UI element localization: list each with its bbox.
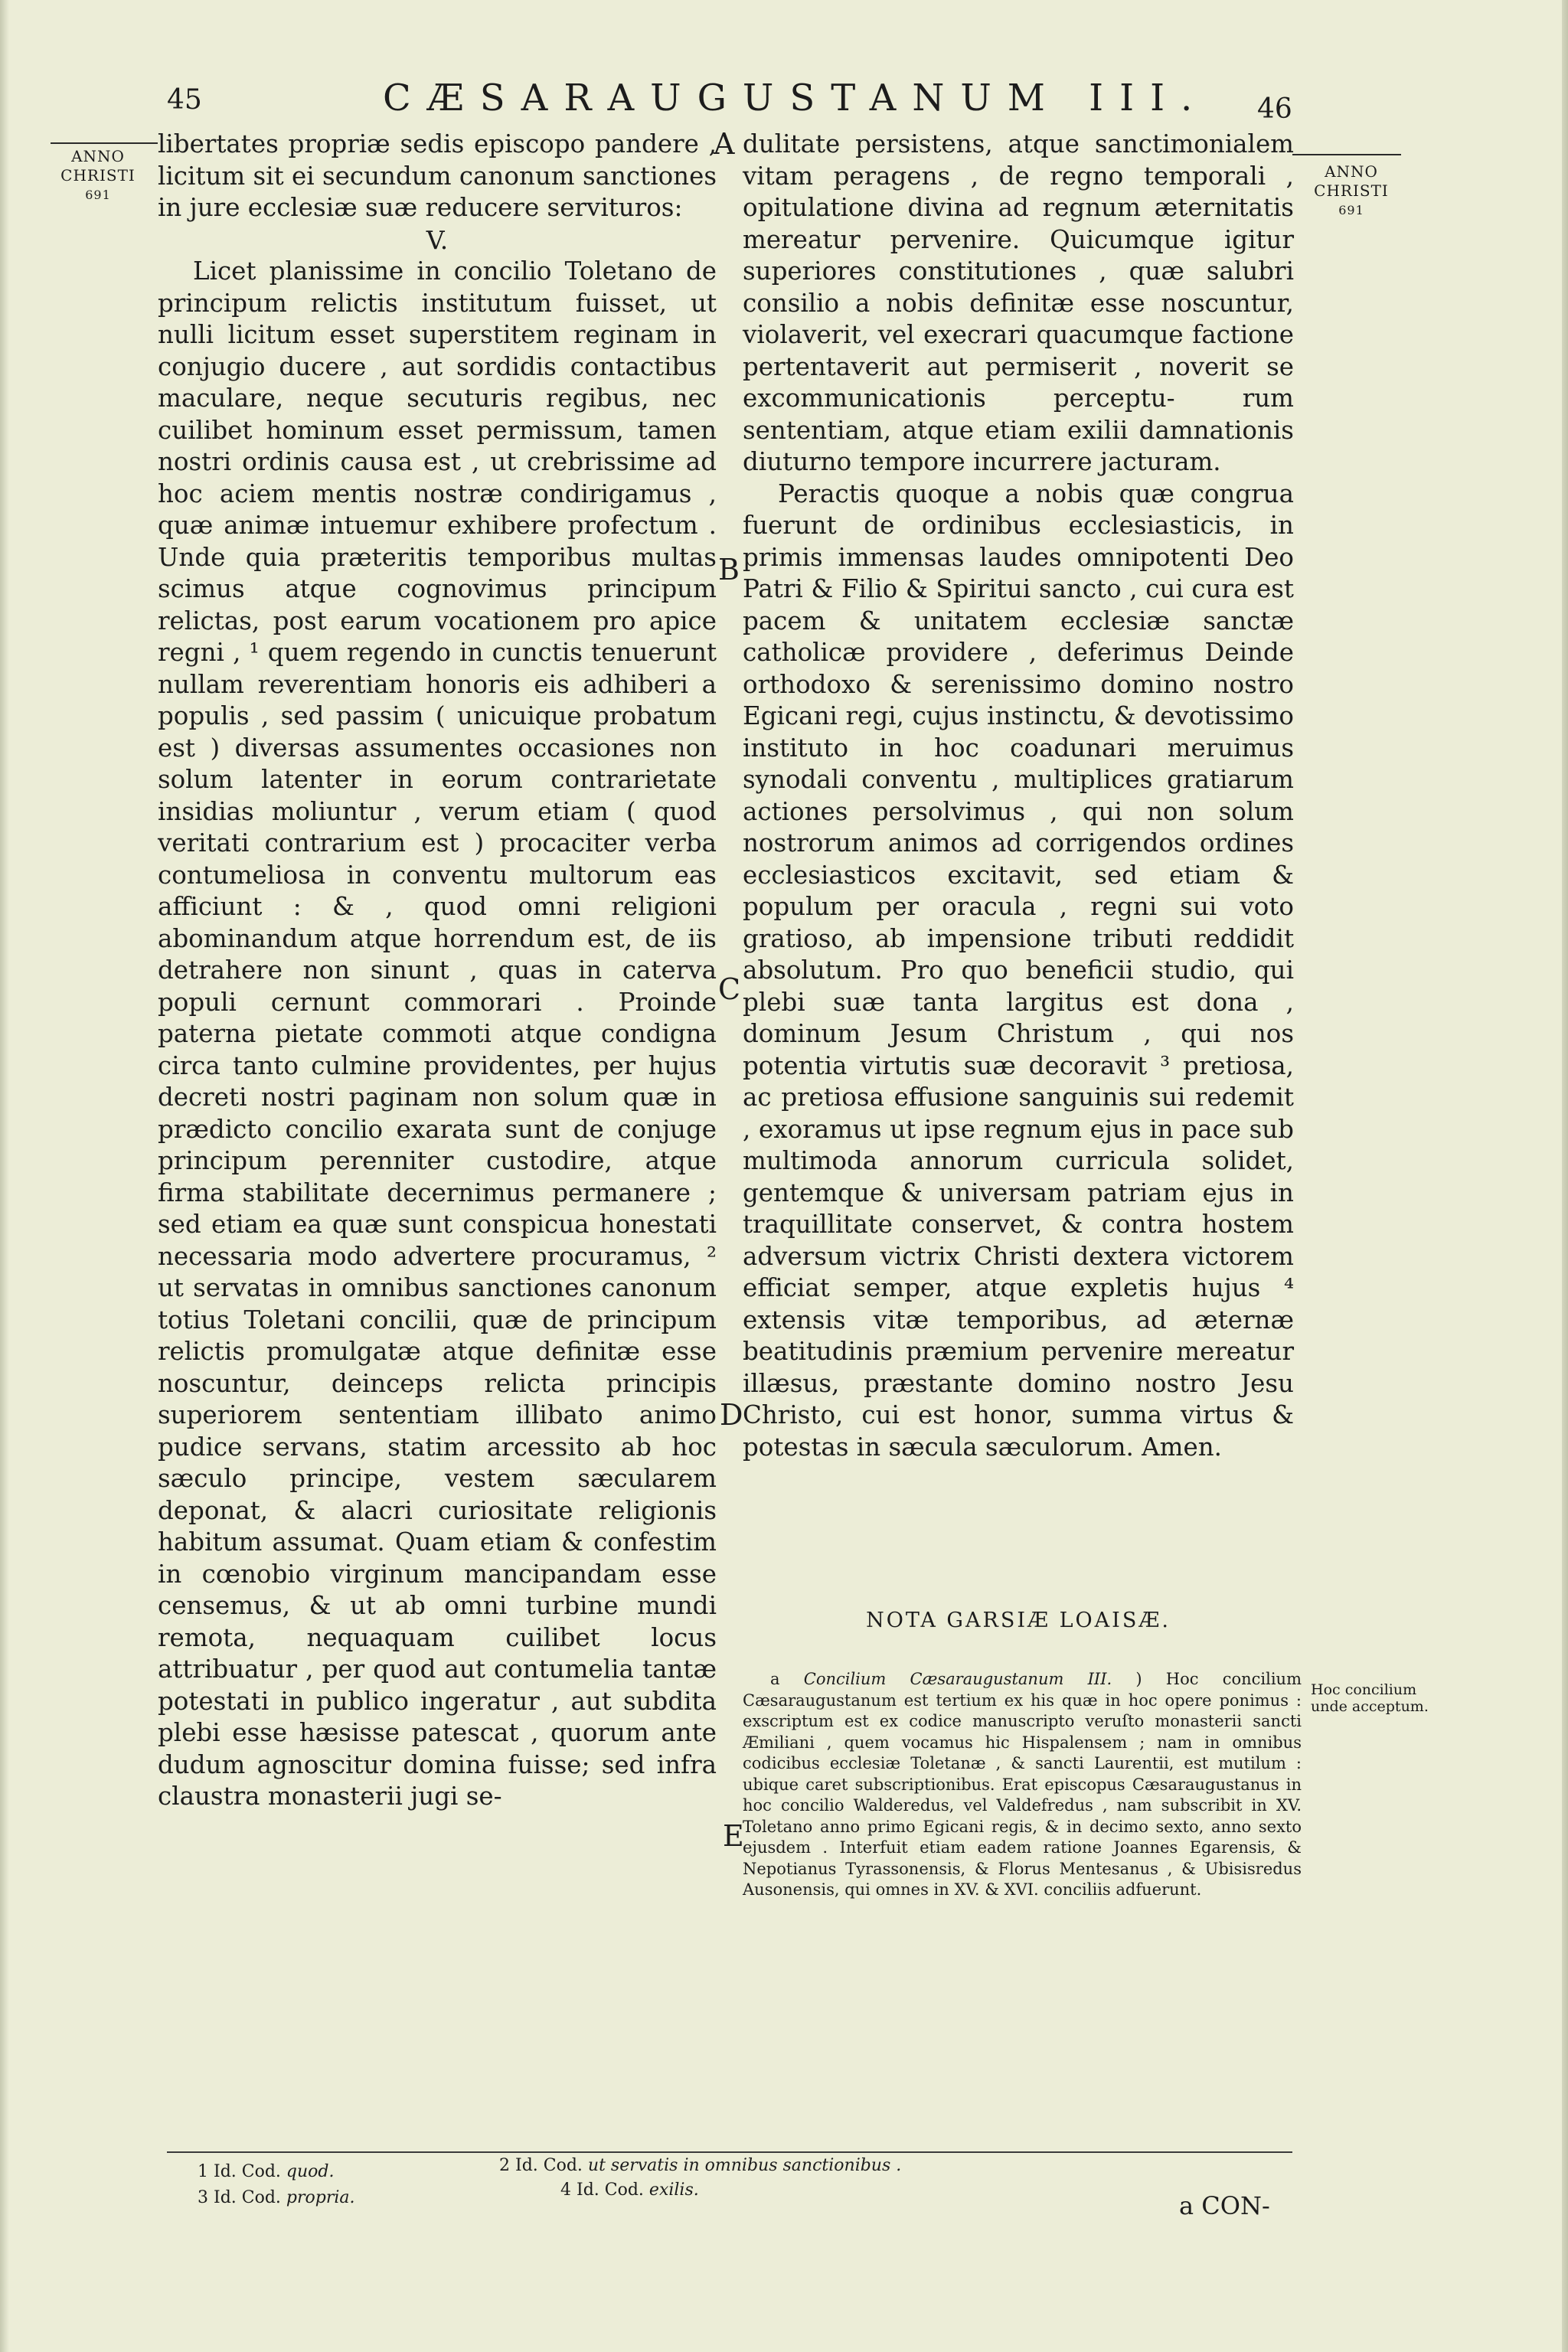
footnote-3 (198, 2188, 355, 2207)
left-anno-christi (44, 147, 152, 204)
running-title: CÆSARAUGUSTANUM III. (383, 77, 1209, 119)
right-paragraph-one: dulitate persistens, atque sanctimonialem vitam peragens , de regno temporali , opitulatione divina ad regnum æternitatis mereatur pervenire. Quicumque igitur superiores constitutiones , quæ salubri consilio a nobis definitæ esse noscuntur, violaverit, vel execrari quacumque factione pertentaverit aut permiserit , noverit se excommunicationis perceptu- rum sententiam, atque etiam exilii damnationis diuturno tempore incurrere jacturam. (743, 129, 1294, 476)
footnote-2 (499, 2156, 901, 2175)
footnote-rule (167, 2151, 1292, 2153)
right-margin-rule (1292, 154, 1401, 155)
right-column (743, 129, 1294, 1463)
footnote-1-source: Id. Cod. (214, 2162, 281, 2181)
footnote-4-source: Id. Cod. (577, 2180, 644, 2200)
footnote-1-variant: quod. (286, 2162, 335, 2181)
footnote-4-variant: exilis. (648, 2180, 699, 2200)
footnote-2-number: 2 (499, 2156, 510, 2175)
section-marker-a: A (714, 127, 735, 161)
left-column (158, 129, 717, 1813)
left-anno-label: ANNO (71, 147, 125, 165)
nota-heading: NOTA GARSIÆ LOAISÆ. (866, 1609, 1171, 1632)
catchword: a CON- (1179, 2191, 1270, 2220)
nota-lead-title: Concilium Cæsaraugustanum III. (803, 1670, 1112, 1688)
footnote-4 (560, 2180, 699, 2200)
section-marker-b: B (718, 553, 740, 586)
right-year-label: 691 (1338, 203, 1364, 217)
nota-body (743, 1669, 1302, 1901)
section-heading-v: V. (426, 224, 449, 255)
page-gutter-shadow (0, 0, 9, 2352)
page-number-left: 45 (167, 84, 202, 116)
left-margin-rule (51, 142, 158, 144)
page-edge-shadow (1562, 0, 1568, 2352)
footnote-2-variant: ut servatis in omnibus sanctionibus . (587, 2156, 902, 2175)
footnote-3-source: Id. Cod. (214, 2188, 281, 2207)
running-head (0, 77, 1568, 130)
footnote-2-source: Id. Cod. (515, 2156, 583, 2175)
section-marker-d: D (720, 1398, 743, 1432)
left-opening-paragraph: libertates propriæ sedis episcopo pandere , licitum sit ei secundum canonum sanctiones in jure ecclesiæ suæ reducere servituros: (158, 129, 717, 222)
footnote-3-number: 3 (198, 2188, 208, 2207)
margin-side-note: Hoc concilium unde acceptum. (1311, 1681, 1429, 1715)
section-marker-c: C (718, 972, 741, 1006)
right-paragraph-two: Peractis quoque a nobis quæ congrua fuerunt de ordinibus ecclesiasticis, in primis immensas laudes omnipotenti Deo Patri & Filio & Spiritui sancto , cui cura est pacem & unitatem ecclesiæ sanctæ catholicæ providere , deferimus Deinde orthodoxo & serenissimo domino nostro Egicani regi, cujus instinctu, & devotissimo instituto in hoc coadunari meruimus synodali conventu , multiplices gratiarum actiones persolvimus , qui non solum nostrorum animos ad corrigendos ordines ecclesiasticos excitavit, sed etiam & populum per oracula , regni sui voto gratioso, ab impensione tributi reddidit absolutum. Pro quo beneficii studio, qui plebi suæ tanta largitus est dona , dominum Jesum Christum , qui nos potentia virtutis suæ decoravit ³ pretiosa, ac pretiosa effusione sanguinis sui redemit , exoramus ut ipse regnum ejus in pace sub multimoda annorum curricula solidet, gentemque & universam patriam ejus in traquillitate conservet, & contra hostem adversum victrix Christi dextera victorem efficiat semper, atque expletis hujus ⁴ extensis vitæ temporibus, ad æternæ beatitudinis præmium pervenire mereatur illæsus, præstante domino nostro Jesu Christo, cui est honor, summa virtus & potestas in sæcula sæculorum. Amen. (743, 479, 1294, 1462)
footnote-1 (198, 2162, 335, 2181)
chapter-v-text: Licet planissime in concilio Toletano de principum relictis institutum fuisset, ut nulli licitum esset superstitem reginam in conjugio ducere , aut sordidis contactibus maculare, neque secuturis regibus, nec cuilibet hominum esset permissum, tamen nostri ordinis causa est , ut crebrissime ad hoc aciem mentis nostræ condirigamus , quæ animæ intuemur exhibere profectum . Unde quia præteritis temporibus multas scimus atque cognovimus principum relictas, post earum vocationem pro apice regni , ¹ quem regendo in cunctis tenuerunt nullam reverentiam honoris eis adhiberi a populis , sed passim ( unicuique probatum est ) diversas assumentes occasiones non solum latenter in eorum contrarietate insidias moliuntur , verum etiam ( quod veritati contrarium est ) procaciter verba contumeliosa in conventu multorum eas afficiunt : & , quod omni religioni abominandum atque horrendum est, de iis detrahere non sinunt , quas in caterva populi cernunt commorari . Proinde paterna pietate commoti atque condigna circa tanto culmine providentes, per hujus decreti nostri paginam non solum quæ in prædicto concilio exarata sunt de conjuge principum perenniter custodire, atque firma stabilitate decernimus permanere ; sed etiam ea quæ sunt conspicua honestati necessaria modo advertere procuramus, ² ut servatas in omnibus sanctiones canonum totius Toletani concilii, quæ de principum relictis promulgatæ atque definitæ esse noscuntur, deinceps relicta principis superiorem sententiam illibato animo pudice servans, statim arcessito ab hoc sæculo principe, vestem sæcularem deponat, & alacri curiositate religionis habitum assumat. Quam etiam & confestim in cœnobio virginum mancipandam esse censemus, & ut ab omni turbine mundi remota, nequaquam cuilibet locus attribuatur , per quod aut contumelia tantæ potestati in publico ingeratur , aut subdita plebi esse hæsisse patescat , quorum ante dudum agnoscitur domina fuisse; sed infra claustra monasterii jugi se- (158, 256, 717, 1811)
left-year-label: 691 (85, 188, 111, 202)
footnote-3-variant: propria. (286, 2188, 355, 2207)
nota-lead-marker: a (770, 1670, 780, 1688)
right-christi-label: CHRISTI (1314, 181, 1389, 200)
section-marker-e: E (723, 1819, 744, 1853)
right-anno-label: ANNO (1325, 162, 1378, 181)
footnote-1-number: 1 (198, 2162, 208, 2181)
page-number-right: 46 (1257, 93, 1292, 125)
left-christi-label: CHRISTI (60, 166, 136, 185)
right-anno-christi (1302, 162, 1401, 220)
footnote-4-number: 4 (560, 2180, 571, 2200)
nota-text: ) Hoc concilium Cæsaraugustanum est tertium ex his quæ in hoc opere ponimus : exscriptum est ex codice manuscripto veruſto monasterii sancti Æmiliani , quem vocamus hic Hispalensem ; nam in omnibus codicibus ecclesiæ Toletanæ , & sancti Laurentii, est mutilum : ubique caret subscriptionibus. Erat episcopus Cæsaraugustanus in hoc concilio Walderedus, vel Valdefredus , nam subscribit in XV. Toletano anno primo Egicani regis, & in decimo sexto, anno sexto ejusdem . Interfuit etiam eadem ratione Joannes Egarensis, & Nepotianus Tyrassonensis, & Florus Mentesanus , & Ubisisredus Ausonensis, qui omnes in XV. & XVI. conciliis adfuerunt. (743, 1670, 1302, 1899)
